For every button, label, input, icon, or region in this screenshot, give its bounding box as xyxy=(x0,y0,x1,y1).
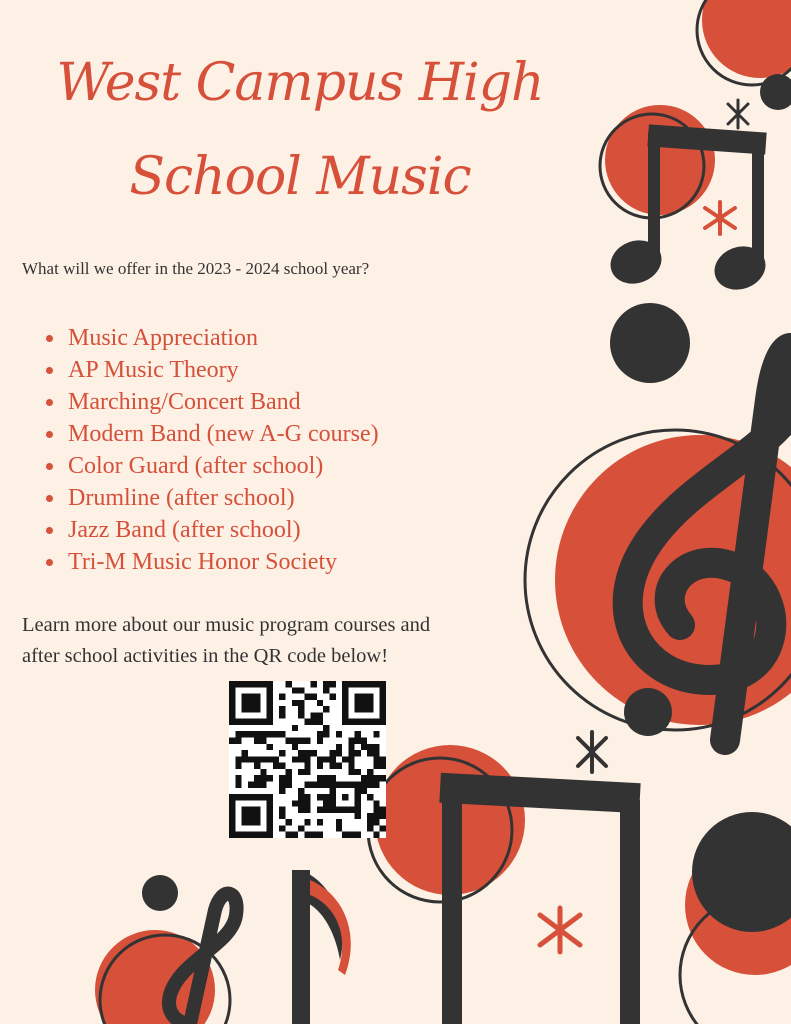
dark-dot-bl xyxy=(142,875,178,911)
list-item: Modern Band (new A-G course) xyxy=(44,418,379,450)
list-item: AP Music Theory xyxy=(44,354,379,386)
asterisk-icon xyxy=(578,732,606,772)
list-item: Jazz Band (after school) xyxy=(44,514,379,546)
list-item: Color Guard (after school) xyxy=(44,450,379,482)
list-item: Marching/Concert Band xyxy=(44,386,379,418)
course-list xyxy=(44,322,379,578)
asterisk-icon xyxy=(540,908,580,952)
qr-code-icon[interactable] xyxy=(229,681,386,838)
learn-more-text: Learn more about our music program courses and after school activities in the QR code below! xyxy=(22,614,431,667)
dark-dot xyxy=(610,303,690,383)
asterisk-icon xyxy=(705,202,735,234)
offer-question: What will we offer in the 2023 - 2024 school year? xyxy=(22,259,370,278)
dark-dot-top xyxy=(760,74,791,110)
asterisk-icon xyxy=(728,100,748,128)
list-item: Music Appreciation xyxy=(44,322,379,354)
list-item: Tri-M Music Honor Society xyxy=(44,546,379,578)
red-circle-top xyxy=(702,0,791,78)
list-item: Drumline (after school) xyxy=(44,482,379,514)
title-line-1: West Campus High xyxy=(56,53,544,113)
title-line-2: School Music xyxy=(129,147,471,207)
